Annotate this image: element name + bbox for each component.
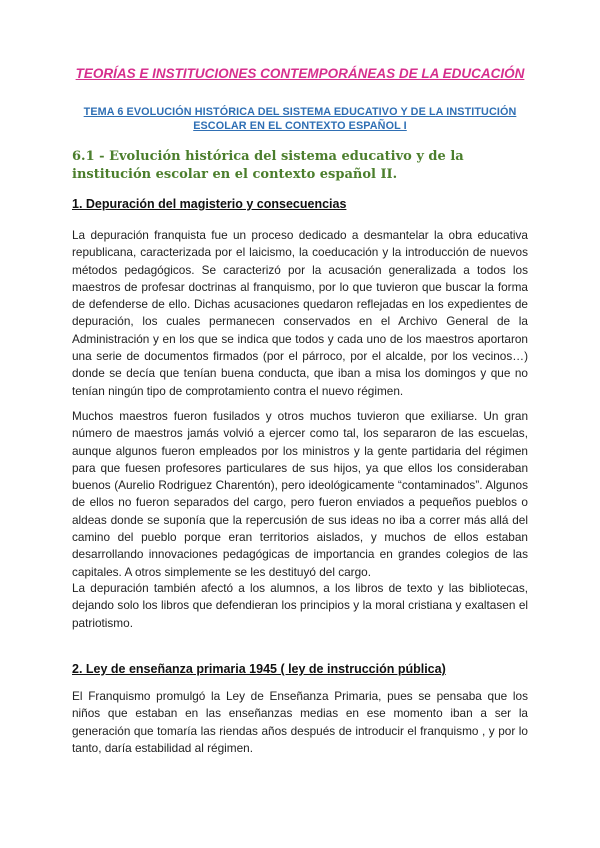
paragraph-ley-1945: El Franquismo promulgó la Ley de Enseñanza Primaria, pues se pensaba que los niños que estaban en las enseñanzas medias en ese momento iban a ser la generación que tomaría las riendas años después de introducir el franquismo , y por lo tanto, daría estabilidad al régimen. (72, 689, 528, 755)
document-subtitle: TEMA 6 EVOLUCIÓN HISTÓRICA DEL SISTEMA EDUCATIVO Y DE LA INSTITUCIÓN ESCOLAR EN EL CONTEXTO ESPAÑOL I (83, 106, 517, 132)
section-heading: 6.1 - Evolución histórica del sistema educativo y de la institución escolar en el contexto español II. (72, 149, 464, 182)
paragraph-depuracion-3: La depuración también afectó a los alumnos, a los libros de texto y las bibliotecas, dejando solo los libros que defendieran los principios y la moral cristiana y exaltasen el patriotismo. (72, 581, 528, 630)
heading-depuracion: 1. Depuración del magisterio y consecuencias (72, 197, 347, 211)
paragraph-depuracion-1: La depuración franquista fue un proceso dedicado a desmantelar la obra educativa republicana, caracterizada por el laicismo, la coeducación y la introducción de nuevos métodos pedagógicos. Se caracterizó por la acusación generalizada a todos los maestros de profesar doctrinas al franquismo, por lo que tuvieron que buscar la forma de defenderse de ello. Dichas acusaciones quedaron reflejadas en los expedientes de depuración, los cuales permanecen conservados en el Archivo General de la Administración y en los que se indica que todos y cada uno de los maestros aportaron una serie de documentos firmados (por el párroco, por el alcalde, por los vecinos…) donde se decía que tenían buena conducta, que iban a misa los domingos y que no tenían ningún tipo de comprotamiento contra el nuevo régimen. (72, 228, 528, 398)
paragraph-depuracion-2: Muchos maestros fueron fusilados y otros muchos tuvieron que exiliarse. Un gran número de maestros jamás volvió a ejercer como tal, los separaron de las escuelas, aunque algunos fueron empleados por los ministros y la gente partidaria del régimen para que fuesen profesores particulares de sus hijos, ya que ellos los consideraban buenos (Aurelio Rodriguez Charentón), pero ideológicamente “contaminados”. Algunos de ellos no fueron separados del cargo, pero fueron enviados a pequeños pueblos o aldeas donde se suponía que la repercusión de sus ideas no iba a correr más allá del camino del pueblo porque eran territorios aislados, y muchos de ellos estaban desarrollando innovaciones pedagógicas de importancia en grandes colegios de las capitales. A otros simplemente se les destituyó del cargo. (72, 409, 528, 579)
document-title: TEORÍAS E INSTITUCIONES CONTEMPORÁNEAS DE LA EDUCACIÓN (75, 66, 525, 81)
heading-ley-1945: 2. Ley de enseñanza primaria 1945 ( ley de instrucción pública) (72, 662, 446, 676)
